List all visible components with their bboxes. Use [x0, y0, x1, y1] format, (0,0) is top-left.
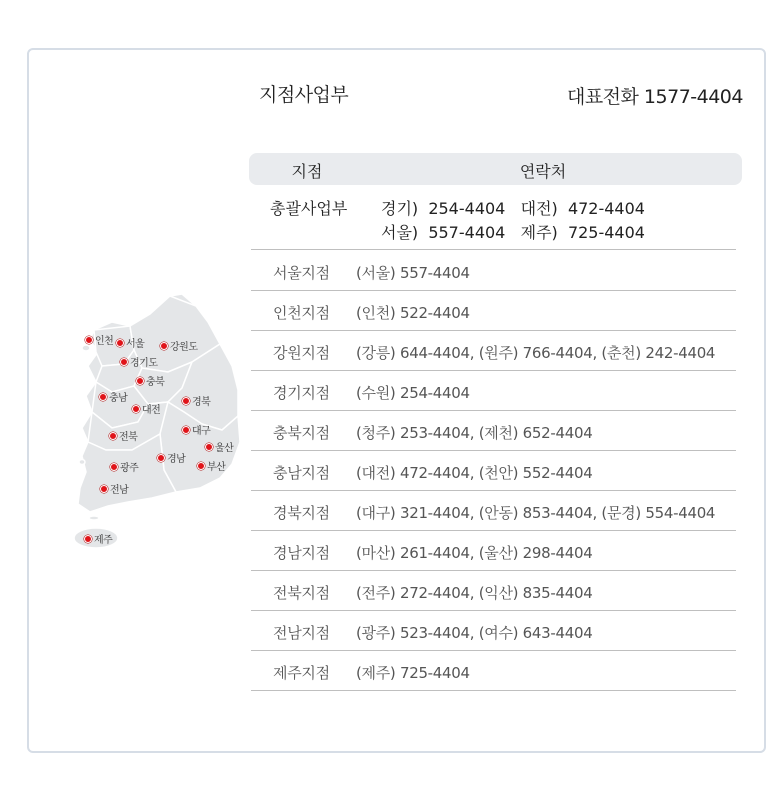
- pin-label: 충남: [109, 393, 128, 404]
- pin-label: 경기도: [130, 358, 158, 369]
- branch-name: 제주지점: [273, 664, 330, 682]
- branch-phones: (전주) 272-4404, (익산) 835-4404: [356, 584, 593, 602]
- pin-label: 경북: [192, 397, 211, 408]
- pin-daegu[interactable]: [182, 422, 210, 437]
- pin-dot: [84, 535, 92, 543]
- branch-row: [251, 651, 736, 691]
- hq-name: 총괄사업부: [270, 199, 348, 218]
- pin-gwangju[interactable]: [110, 459, 138, 474]
- branch-row: [251, 291, 736, 331]
- branch-row: [251, 251, 736, 291]
- pin-dot: [85, 336, 93, 344]
- pin-busan[interactable]: [197, 458, 225, 473]
- branch-row: [251, 371, 736, 411]
- pin-label: 강원도: [170, 342, 198, 353]
- pin-dot: [100, 485, 108, 493]
- branch-row: [251, 411, 736, 451]
- branch-name: 전남지점: [273, 624, 330, 642]
- branch-row: [251, 571, 736, 611]
- pin-label: 인천: [95, 336, 114, 347]
- column-header-contact: 연락처: [519, 162, 567, 181]
- pin-dot: [109, 432, 117, 440]
- branch-phones: (마산) 261-4404, (울산) 298-4404: [356, 544, 593, 562]
- hq-row: [251, 192, 736, 250]
- pin-gyeongnam[interactable]: [157, 450, 185, 465]
- pin-dot: [132, 405, 140, 413]
- pin-gyeongbuk[interactable]: [182, 393, 210, 408]
- hq-phones-line2: 서울) 557-4404 제주) 725-4404: [381, 223, 645, 242]
- branch-name: 서울지점: [273, 264, 330, 282]
- pin-dot: [120, 358, 128, 366]
- pin-label: 서울: [126, 339, 145, 350]
- branch-phones: (인천) 522-4404: [356, 304, 470, 322]
- pin-label: 충북: [146, 377, 165, 388]
- branch-row: [251, 491, 736, 531]
- pin-daejeon[interactable]: [132, 401, 160, 416]
- branch-phones: (서울) 557-4404: [356, 264, 470, 282]
- pin-dot: [116, 339, 124, 347]
- hq-phones-line1: 경기) 254-4404 대전) 472-4404: [381, 199, 645, 218]
- pin-label: 전북: [119, 432, 138, 443]
- pin-chungnam[interactable]: [99, 389, 127, 404]
- pin-dot: [157, 454, 165, 462]
- pin-label: 전남: [110, 485, 129, 496]
- representative-phone: 대표전화 1577-4404: [566, 86, 743, 108]
- page-title: 지점사업부: [259, 84, 349, 106]
- pin-jeju[interactable]: [84, 531, 112, 546]
- pin-dot: [182, 397, 190, 405]
- branch-row: [251, 531, 736, 571]
- branch-name: 전북지점: [273, 584, 330, 602]
- pin-label: 대전: [142, 405, 161, 416]
- pin-label: 제주: [94, 535, 113, 546]
- branch-phones: (광주) 523-4404, (여수) 643-4404: [356, 624, 593, 642]
- branch-name: 경북지점: [273, 504, 330, 522]
- branch-name: 강원지점: [273, 344, 330, 362]
- pin-chungbuk[interactable]: [136, 373, 164, 388]
- column-header-branch: 지점: [291, 162, 323, 181]
- branch-phones: (대구) 321-4404, (안동) 853-4404, (문경) 554-4404: [356, 504, 716, 522]
- pin-seoul[interactable]: [116, 335, 144, 350]
- branch-name: 경기지점: [273, 384, 330, 402]
- branch-phones: (강릉) 644-4404, (원주) 766-4404, (춘천) 242-4404: [356, 344, 716, 362]
- pin-dot: [182, 426, 190, 434]
- branch-phones: (제주) 725-4404: [356, 664, 470, 682]
- branch-phones: (수원) 254-4404: [356, 384, 470, 402]
- pin-gyeonggi[interactable]: [120, 354, 157, 369]
- pin-label: 울산: [215, 443, 234, 454]
- pin-dot: [110, 463, 118, 471]
- branch-name: 충남지점: [273, 464, 330, 482]
- pin-dot: [160, 342, 168, 350]
- pin-dot: [205, 443, 213, 451]
- branch-phones: (청주) 253-4404, (제천) 652-4404: [356, 424, 593, 442]
- branch-phones: (대전) 472-4404, (천안) 552-4404: [356, 464, 593, 482]
- pin-label: 부산: [207, 462, 226, 473]
- branch-name: 충북지점: [273, 424, 330, 442]
- table-header: [249, 153, 742, 185]
- pin-label: 경남: [167, 454, 186, 465]
- korea-map: [72, 292, 248, 554]
- pin-dot: [136, 377, 144, 385]
- pin-ulsan[interactable]: [205, 439, 233, 454]
- pin-dot: [99, 393, 107, 401]
- pin-jeonbuk[interactable]: [109, 428, 137, 443]
- branch-list: [251, 251, 736, 691]
- branch-row: [251, 611, 736, 651]
- branch-name: 경남지점: [273, 544, 330, 562]
- pin-dot: [197, 462, 205, 470]
- pin-label: 대구: [192, 426, 211, 437]
- pin-incheon[interactable]: [85, 332, 113, 347]
- pin-jeonnam[interactable]: [100, 481, 128, 496]
- pin-gangwon[interactable]: [160, 338, 197, 353]
- branch-name: 인천지점: [273, 304, 330, 322]
- branch-row: [251, 451, 736, 491]
- branch-row: [251, 331, 736, 371]
- pin-label: 광주: [120, 463, 139, 474]
